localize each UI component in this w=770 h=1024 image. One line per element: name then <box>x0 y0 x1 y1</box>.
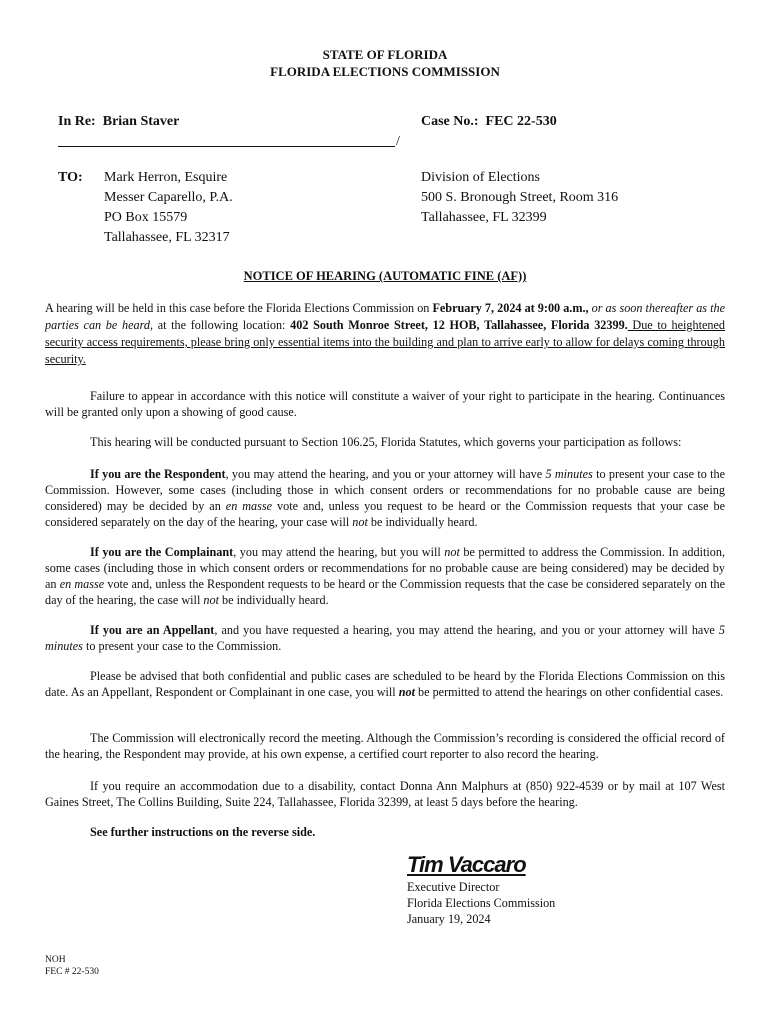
text: be permitted to attend the hearings on other confidential cases. <box>414 685 724 699</box>
text-italic: 5 minutes <box>45 623 725 653</box>
lead-text: If you are the Complainant <box>90 545 234 559</box>
hearing-location: 402 South Monroe Street, 12 HOB, Tallahassee, Florida 32399. <box>290 318 628 332</box>
complainant-paragraph <box>45 544 725 608</box>
signature-date: January 19, 2024 <box>407 912 491 926</box>
text: vote and, unless you request to be heard or the Commission requests that your case be considered separately on the day of the hearing, your case will <box>45 499 725 529</box>
appellant-paragraph <box>45 622 725 654</box>
reverse-side-note <box>45 824 725 840</box>
footer-case: FEC # 22-530 <box>45 967 99 977</box>
recipient-line: PO Box 15579 <box>104 210 188 225</box>
recording-paragraph <box>45 730 725 762</box>
text: A hearing will be held in this case before the Florida Elections Commission on <box>45 301 433 315</box>
text: , at the following location: <box>149 318 291 332</box>
recipient-line: Tallahassee, FL 32317 <box>104 230 230 245</box>
failure-paragraph <box>45 388 725 420</box>
lead-text: If you are an Appellant <box>90 623 215 637</box>
signer-org: Florida Elections Commission <box>407 896 556 910</box>
footer <box>45 954 99 978</box>
text-italic: en masse <box>225 499 273 513</box>
security-notice: Due to heightened security access requirements, please bring only essential items into the building and plan to arrive early to allow for delays coming through security. <box>45 318 725 366</box>
recipient-line: Messer Caparello, P.A. <box>104 190 233 205</box>
signature-block <box>407 879 555 927</box>
to-label: TO: <box>58 170 83 185</box>
in-re-caption <box>58 112 179 132</box>
text: be individually heard. <box>218 593 329 607</box>
text: See further instructions on the reverse side. <box>90 825 316 839</box>
header-line-2: FLORIDA ELECTIONS COMMISSION <box>270 64 500 79</box>
hearing-paragraph <box>45 300 725 368</box>
text: to present your case to the Commission. <box>82 639 282 653</box>
text: If you require an accommodation due to a disability, contact Donna Ann Malphurs at (850) 922-4539 or by mail at 107 West Gaines Street, The Collins Building, Suite 224, Tallahassee, Florida 32399, at least 5 days before the hearing. <box>45 779 725 809</box>
text: be individually heard. <box>367 515 478 529</box>
copy-line: 500 S. Bronough Street, Room 316 <box>421 190 619 205</box>
text-bold-italic: not <box>398 685 415 699</box>
text: , you may attend the hearing, and you or your attorney will have <box>225 467 546 481</box>
footer-code: NOH <box>45 955 66 965</box>
in-re-label: In Re: <box>58 114 96 129</box>
copy-address <box>421 168 618 228</box>
case-number-value: FEC 22-530 <box>485 114 557 129</box>
text-italic: or as soon thereafter as the parties can be heard <box>45 301 726 332</box>
signature: Tim Vaccaro <box>407 852 526 877</box>
accommodation-paragraph <box>45 778 725 810</box>
recipient-address <box>104 168 233 248</box>
confidential-paragraph <box>45 668 725 700</box>
text: , and you have requested a hearing, you may attend the hearing, and you or your attorney will have <box>214 623 719 637</box>
respondent-paragraph <box>45 466 725 530</box>
text-italic: not <box>203 593 219 607</box>
text-italic: not <box>444 545 460 559</box>
text-italic: 5 minutes <box>545 467 593 481</box>
lead-text: If you are the Respondent <box>90 467 226 481</box>
case-number <box>421 112 557 132</box>
header-line-1: STATE OF FLORIDA <box>322 47 448 62</box>
text: Failure to appear in accordance with this notice will constitute a waiver of your right to participate in the hearing. Continuances will be granted only upon a showing of good cause. <box>45 389 725 419</box>
text: Please be advised that both confidential and public cases are scheduled to be heard by the Florida Elections Commission on this date. As an Appellant, Respondent or Complainant in one case, you will <box>45 669 725 699</box>
recipient-line: Mark Herron, Esquire <box>104 170 228 185</box>
copy-line: Division of Elections <box>421 170 540 185</box>
text: to present your case to the Commission. However, some cases (including those in which consent orders or recommendations for no probable cause are being considered) may be decided by an <box>45 467 725 513</box>
text: vote and, unless the Respondent requests to be heard or the Commission requests that the case be considered separately on the day of the hearing, the case will <box>45 577 725 607</box>
copy-line: Tallahassee, FL 32399 <box>421 210 547 225</box>
text-italic: en masse <box>59 577 105 591</box>
hearing-date: February 7, 2024 at 9:00 a.m., <box>432 301 589 315</box>
section-paragraph <box>45 434 725 450</box>
text: , you may attend the hearing, but you will <box>233 545 445 559</box>
text: be permitted to address the Commission. In addition, some cases (including those in which consent orders or recommendations for no probable cause are being considered) may be decided by an <box>45 545 725 591</box>
text: The Commission will electronically record the meeting. Although the Commission’s recording is considered the official record of the hearing, the Respondent may provide, at his own expense, a certified court reporter to also record the hearing. <box>45 731 725 761</box>
notice-title: NOTICE OF HEARING (AUTOMATIC FINE (AF)) <box>243 269 527 283</box>
caption-slash: / <box>396 134 400 149</box>
caption-rule <box>58 146 395 147</box>
text-italic: not <box>352 515 368 529</box>
in-re-name: Brian Staver <box>102 114 180 129</box>
case-label: Case No.: <box>421 114 479 129</box>
text: This hearing will be conducted pursuant to Section 106.25, Florida Statutes, which governs your participation as follows: <box>90 435 682 449</box>
signer-title: Executive Director <box>407 880 500 894</box>
